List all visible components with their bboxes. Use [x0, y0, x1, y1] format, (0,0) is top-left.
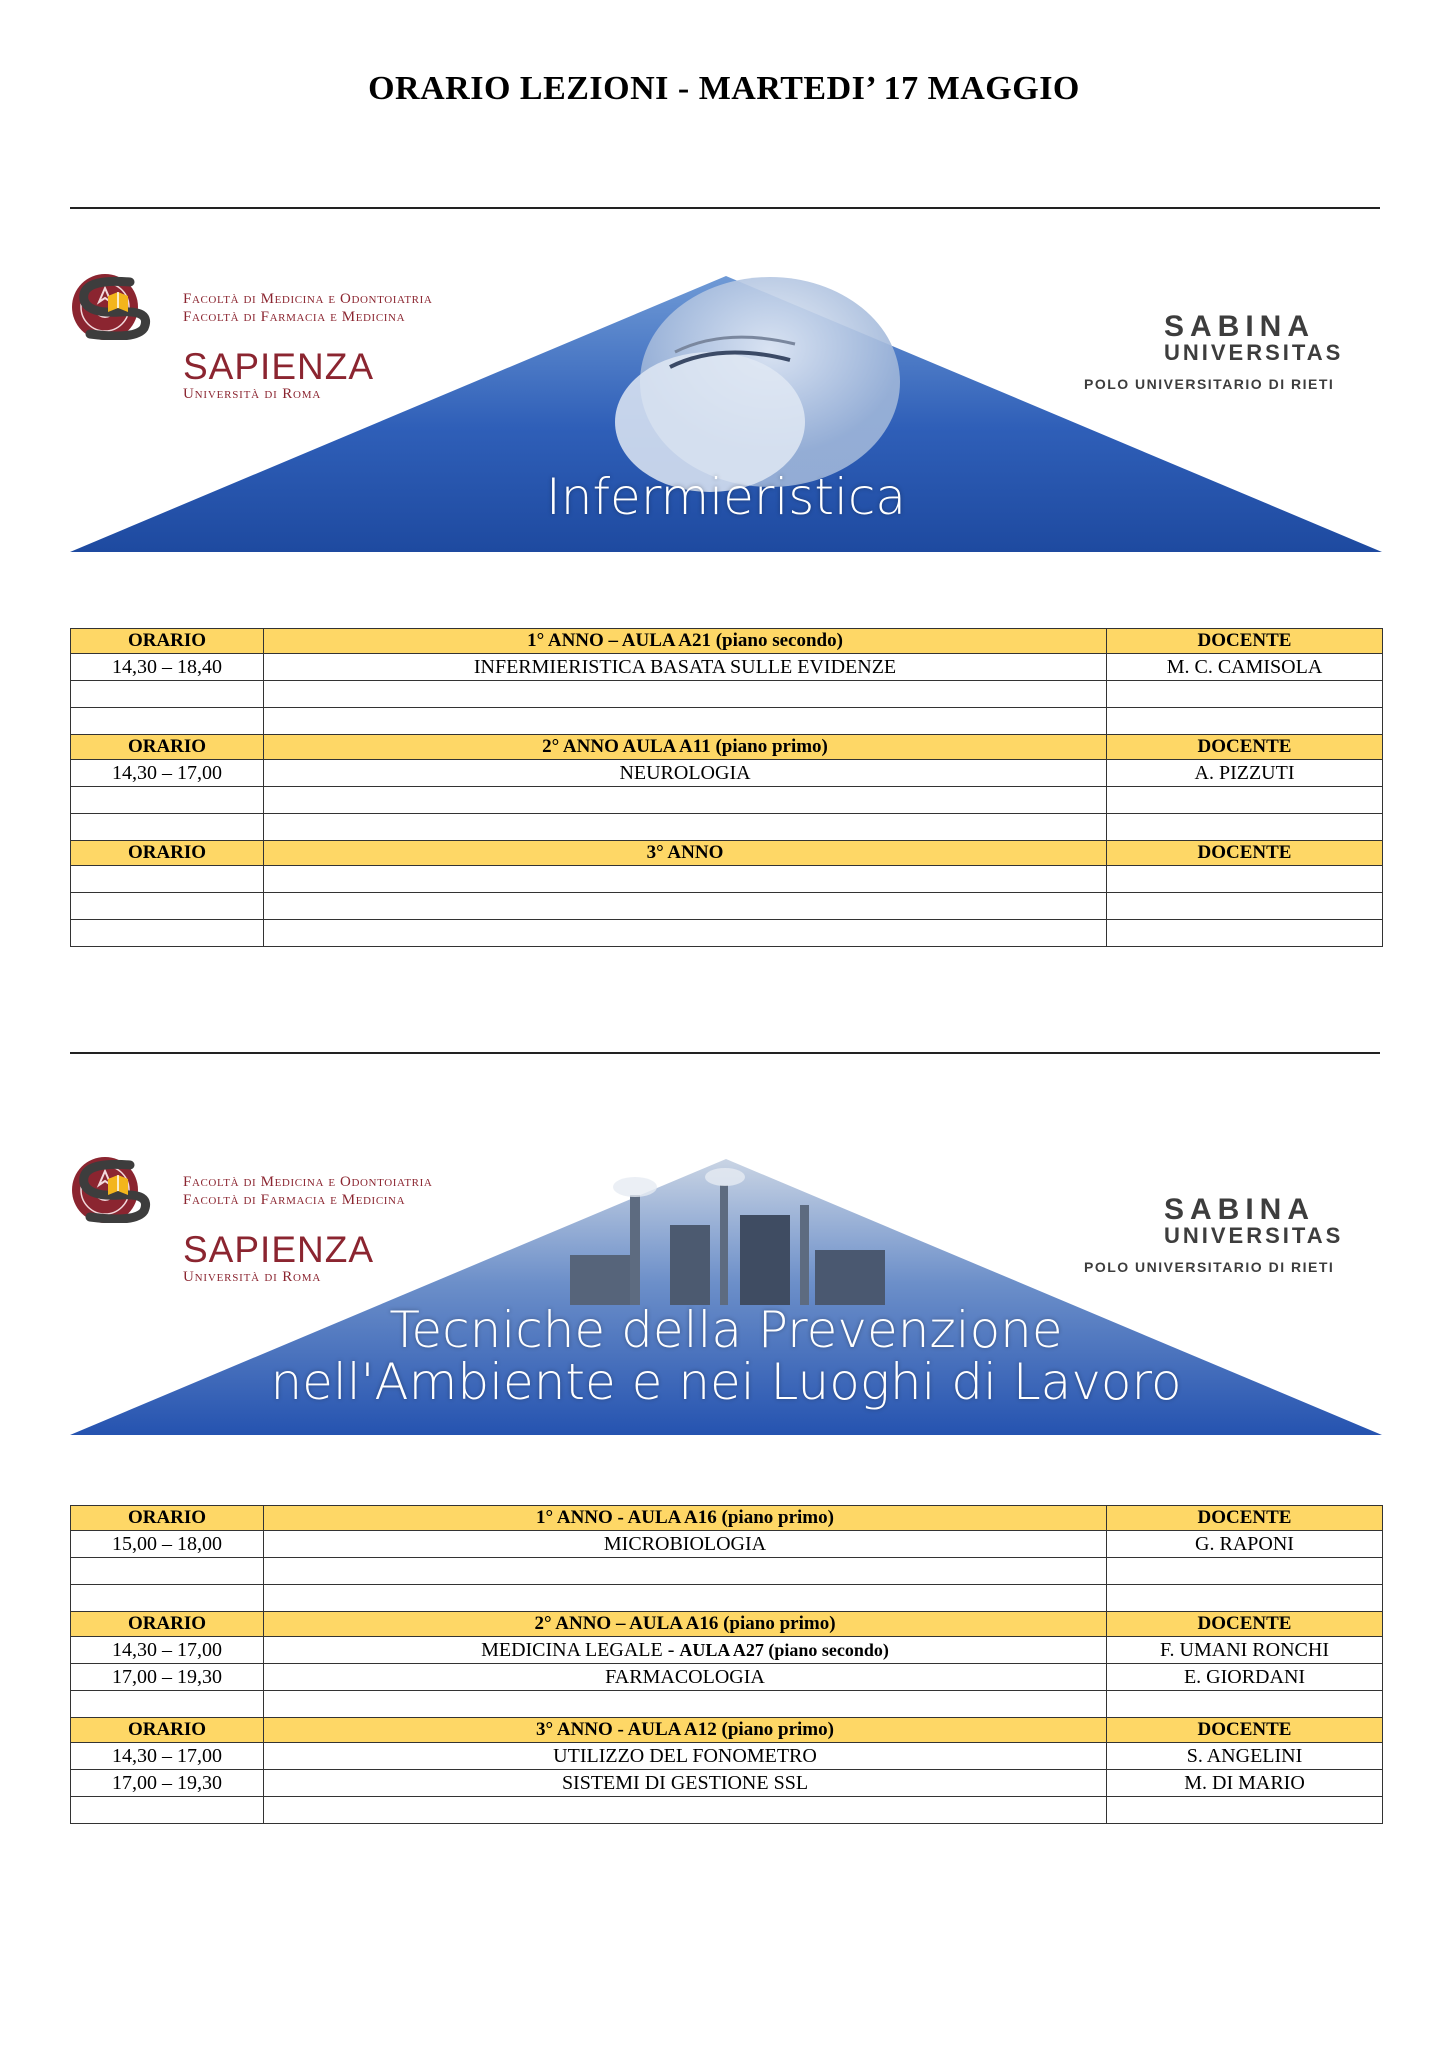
cell-course	[264, 1585, 1107, 1612]
sapienza-subtitle: Università di Roma	[183, 386, 322, 402]
table-row	[71, 1770, 1383, 1797]
cell-teacher	[1107, 1797, 1383, 1824]
faculty-line-2: Facoltà di Farmacia e Medicina	[183, 1192, 406, 1208]
table-row	[71, 681, 1383, 708]
table-row	[71, 708, 1383, 735]
cell-course	[264, 893, 1107, 920]
header-teacher: DOCENTE	[1107, 1506, 1383, 1531]
cell-time: 15,00 – 18,00	[71, 1531, 264, 1558]
sabina-name: SABINA	[1164, 310, 1316, 343]
sabina-polo: POLO UNIVERSITARIO DI RIETI	[1084, 1259, 1335, 1275]
sapienza-name: SAPIENZA	[183, 346, 374, 387]
cell-teacher	[1107, 893, 1383, 920]
cell-teacher	[1107, 1558, 1383, 1585]
sapienza-name: SAPIENZA	[183, 1229, 374, 1270]
cell-teacher: E. GIORDANI	[1107, 1664, 1383, 1691]
sabina-universitas: UNIVERSITAS	[1164, 1223, 1344, 1248]
cell-time	[71, 1797, 264, 1824]
cell-teacher	[1107, 920, 1383, 947]
table-row	[71, 893, 1383, 920]
header-time: ORARIO	[71, 841, 264, 866]
sabina-name: SABINA	[1164, 1193, 1316, 1226]
cell-course	[264, 866, 1107, 893]
faculty-line-1: Facoltà di Medicina e Odontoiatria	[183, 1174, 433, 1190]
table-header-row	[71, 1506, 1383, 1531]
header-time: ORARIO	[71, 1506, 264, 1531]
cell-teacher	[1107, 814, 1383, 841]
cell-time	[71, 787, 264, 814]
faculty-lines	[183, 1173, 432, 1209]
cell-teacher	[1107, 787, 1383, 814]
table-row	[71, 1664, 1383, 1691]
sabina-polo: POLO UNIVERSITARIO DI RIETI	[1084, 376, 1335, 392]
table-row	[71, 1531, 1383, 1558]
table-row	[71, 1558, 1383, 1585]
cell-course: SISTEMI DI GESTIONE SSL	[264, 1770, 1107, 1797]
faculty-line-2: Facoltà di Farmacia e Medicina	[183, 309, 406, 325]
cell-teacher	[1107, 866, 1383, 893]
cell-time: 17,00 – 19,30	[71, 1770, 264, 1797]
cell-teacher	[1107, 681, 1383, 708]
header-time: ORARIO	[71, 629, 264, 654]
cell-time	[71, 1585, 264, 1612]
cell-course	[264, 708, 1107, 735]
table-row	[71, 814, 1383, 841]
table-row	[71, 1585, 1383, 1612]
cell-course: NEUROLOGIA	[264, 760, 1107, 787]
cell-course	[264, 1797, 1107, 1824]
cell-time: 14,30 – 17,00	[71, 1637, 264, 1664]
cell-course	[264, 681, 1107, 708]
faculty-line-1: Facoltà di Medicina e Odontoiatria	[183, 291, 433, 307]
table-row	[71, 760, 1383, 787]
course-room-note: AULA A27 (piano secondo)	[679, 1639, 889, 1660]
table-row	[71, 1691, 1383, 1718]
header-teacher: DOCENTE	[1107, 841, 1383, 866]
cell-teacher	[1107, 1585, 1383, 1612]
schedule-table-infermieristica	[70, 628, 1383, 947]
page-title: ORARIO LEZIONI - MARTEDI’ 17 MAGGIO	[368, 70, 1080, 107]
cell-course	[264, 814, 1107, 841]
cell-course	[264, 920, 1107, 947]
cell-teacher	[1107, 1691, 1383, 1718]
sabina-logo-icon	[70, 272, 160, 340]
course-name: MEDICINA LEGALE -	[481, 1638, 680, 1661]
cell-teacher: M. DI MARIO	[1107, 1770, 1383, 1797]
header-course: 3° ANNO	[264, 841, 1107, 866]
table-row	[71, 654, 1383, 681]
separator-line	[70, 1052, 1380, 1054]
header-time: ORARIO	[71, 1612, 264, 1637]
cell-course	[264, 1558, 1107, 1585]
cell-time	[71, 866, 264, 893]
cell-time	[71, 708, 264, 735]
table-header-row	[71, 629, 1383, 654]
cell-course: INFERMIERISTICA BASATA SULLE EVIDENZE	[264, 654, 1107, 681]
table-row	[71, 1743, 1383, 1770]
table-header-row	[71, 1612, 1383, 1637]
faculty-lines	[183, 290, 432, 326]
header-course: 1° ANNO - AULA A16 (piano primo)	[264, 1506, 1107, 1531]
separator-line	[70, 207, 1380, 209]
header-teacher: DOCENTE	[1107, 1612, 1383, 1637]
header-teacher: DOCENTE	[1107, 735, 1383, 760]
header-teacher: DOCENTE	[1107, 629, 1383, 654]
cell-course: UTILIZZO DEL FONOMETRO	[264, 1743, 1107, 1770]
header-course: 2° ANNO AULA A11 (piano primo)	[264, 735, 1107, 760]
header-time: ORARIO	[71, 735, 264, 760]
cell-time: 14,30 – 17,00	[71, 760, 264, 787]
schedule-table-tecniche-prevenzione	[70, 1505, 1383, 1824]
table-header-row	[71, 841, 1383, 866]
cell-course: MICROBIOLOGIA	[264, 1531, 1107, 1558]
cell-time: 17,00 – 19,30	[71, 1664, 264, 1691]
banner-tecniche-prevenzione	[70, 1155, 1382, 1435]
table-header-row	[71, 735, 1383, 760]
sabina-universitas: UNIVERSITAS	[1164, 340, 1344, 365]
cell-time	[71, 893, 264, 920]
cell-time	[71, 681, 264, 708]
cell-teacher: G. RAPONI	[1107, 1531, 1383, 1558]
sapienza-subtitle: Università di Roma	[183, 1269, 322, 1285]
cell-time: 14,30 – 17,00	[71, 1743, 264, 1770]
cell-teacher: S. ANGELINI	[1107, 1743, 1383, 1770]
table-row	[71, 866, 1383, 893]
header-course: 3° ANNO - AULA A12 (piano primo)	[264, 1718, 1107, 1743]
table-row	[71, 920, 1383, 947]
cell-time	[71, 1691, 264, 1718]
header-teacher: DOCENTE	[1107, 1718, 1383, 1743]
banner-title-line-2: nell'Ambiente e nei Luoghi di Lavoro	[270, 1353, 1182, 1411]
banner-title: Infermieristica	[546, 468, 906, 526]
cell-teacher: M. C. CAMISOLA	[1107, 654, 1383, 681]
cell-time: 14,30 – 18,40	[71, 654, 264, 681]
sabina-logo-icon	[70, 1155, 160, 1223]
cell-course: FARMACOLOGIA	[264, 1664, 1107, 1691]
header-time: ORARIO	[71, 1718, 264, 1743]
table-row	[71, 787, 1383, 814]
banner-infermieristica	[70, 272, 1382, 552]
cell-course	[264, 1637, 1107, 1664]
table-row	[71, 1637, 1383, 1664]
header-course: 1° ANNO – AULA A21 (piano secondo)	[264, 629, 1107, 654]
table-header-row	[71, 1718, 1383, 1743]
cell-teacher: A. PIZZUTI	[1107, 760, 1383, 787]
cell-time	[71, 1558, 264, 1585]
banner-title-line-1: Tecniche della Prevenzione	[389, 1301, 1063, 1359]
cell-course	[264, 1691, 1107, 1718]
cell-teacher: F. UMANI RONCHI	[1107, 1637, 1383, 1664]
cell-time	[71, 814, 264, 841]
cell-time	[71, 920, 264, 947]
header-course: 2° ANNO – AULA A16 (piano primo)	[264, 1612, 1107, 1637]
cell-teacher	[1107, 708, 1383, 735]
table-row	[71, 1797, 1383, 1824]
cell-course	[264, 787, 1107, 814]
